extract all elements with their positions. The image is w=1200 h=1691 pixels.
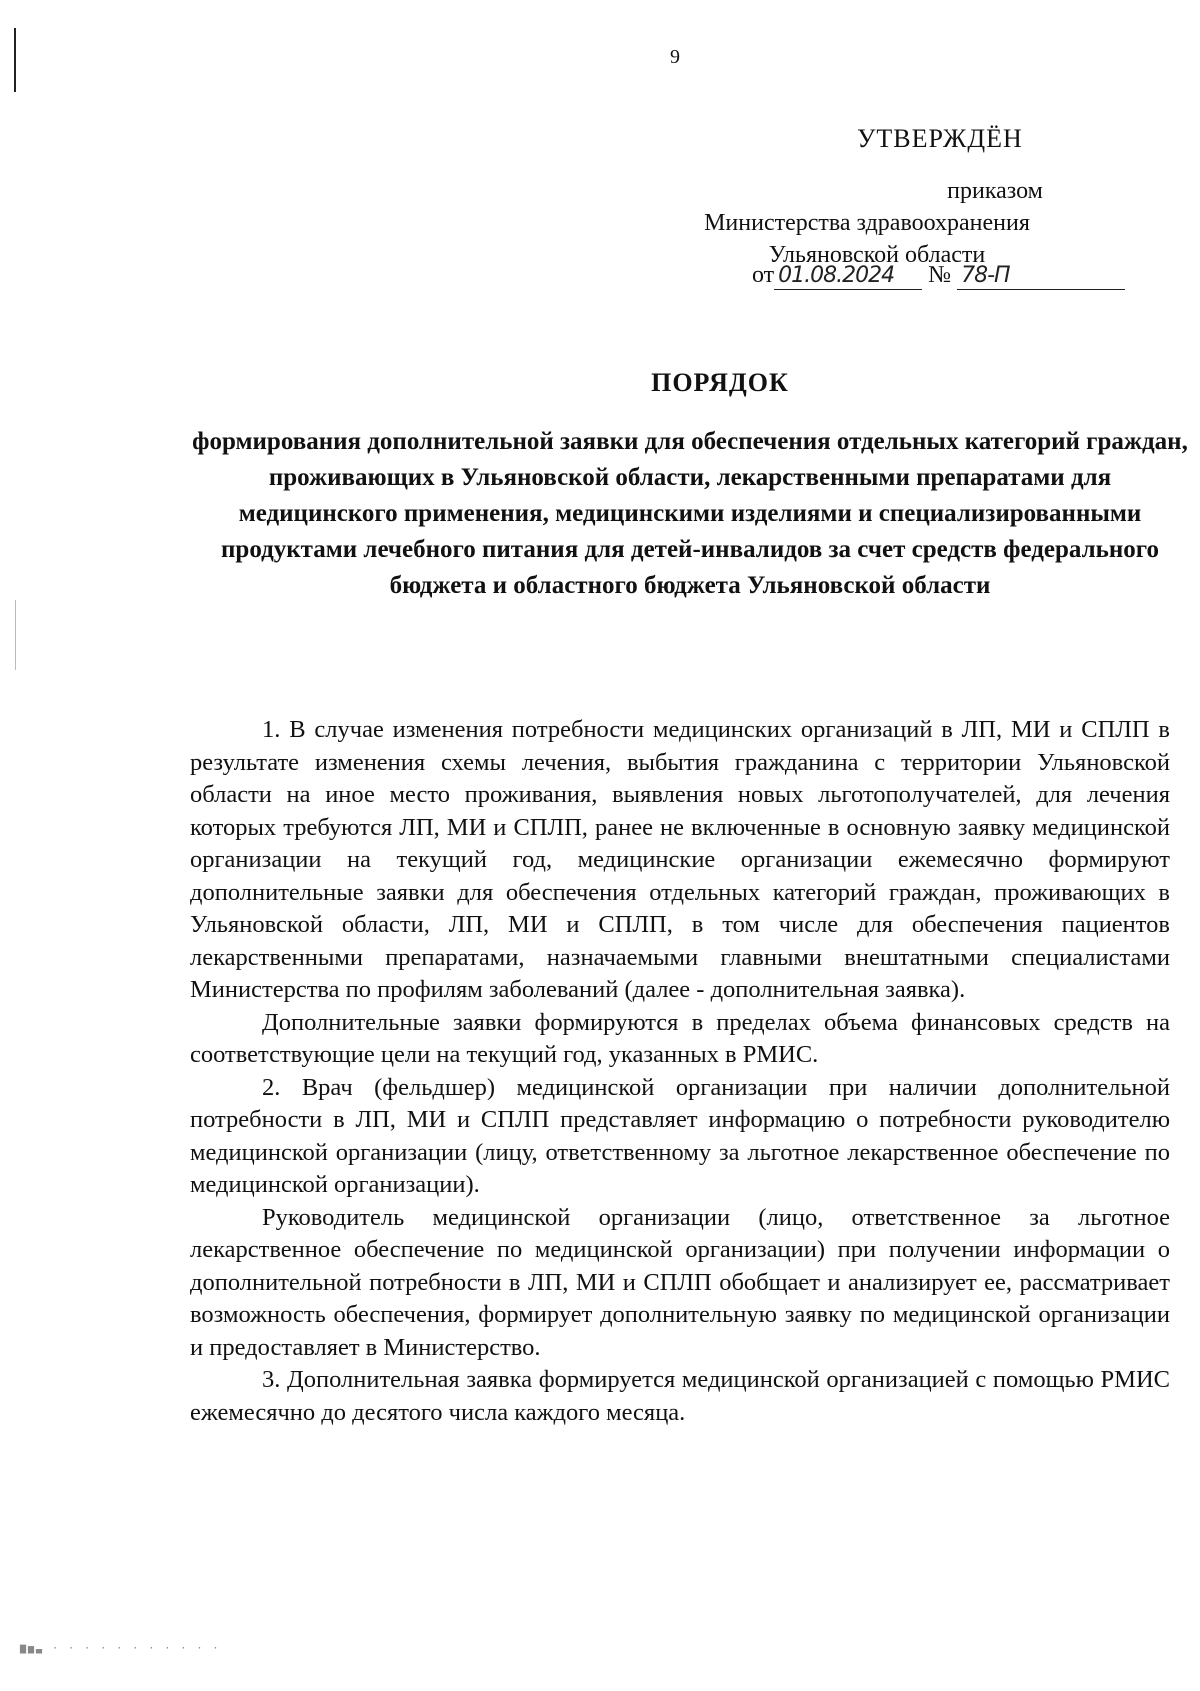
handwritten-number: 78-П xyxy=(957,263,1125,290)
approval-line-region: Ульяновской области xyxy=(768,242,986,268)
from-label: от xyxy=(752,262,775,288)
paragraph: 2. Врач (фельдшер) медицинской организации при наличии дополнительной потребности в ЛП, МИ и СПЛП представляет информацию о потребности руководителю медицинской организации (лицу, ответственному за льготное лекарственное обеспечение по медицинской организации). xyxy=(190,1073,1170,1198)
scan-noise: ▆▅▃ · · · · · · · · · · · xyxy=(20,1643,221,1654)
document-subtitle: формирования дополнительной заявки для обеспечения отдельных категорий граждан, проживающих в Ульяновской области, лекарственными препаратами для медицинского применения, медицинскими изделиями и специализированными продуктами лечебного питания для детей-инвалидов за счет средств федерального бюджета и областного бюджета Ульяновской области xyxy=(192,428,1188,599)
paragraph: Руководитель медицинской организации (лицо, ответственное за льготное лекарственное обеспечение по медицинской организации) при получении информации о дополнительной потребности в ЛП, МИ и СПЛП обобщает и анализирует ее, рассматривает возможность обеспечения, формирует дополнительную заявку по медицинской организации и предоставляет в Министерство. xyxy=(190,1203,1170,1361)
approval-title: УТВЕРЖДЁН xyxy=(857,124,1023,153)
paragraph: 1. В случае изменения потребности медицинских организаций в ЛП, МИ и СПЛП в результате изменения схемы лечения, выбытия гражданина с территории Ульяновской области на иное место проживания, выявления новых льготополучателей, для лечения которых требуются ЛП, МИ и СПЛП, ранее не включенные в основную заявку медицинской организации на текущий год, медицинские организации ежемесячно формируют дополнительные заявки для обеспечения отдельных категорий граждан, проживающих в Ульяновской области, ЛП, МИ и СПЛП, в том числе для обеспечения пациентов лекарственными препаратами, назначаемыми главными внештатными специалистами Министерства по профилям заболеваний (далее - дополнительная заявка). xyxy=(190,716,1170,1003)
page-number: 9 xyxy=(670,46,680,68)
approval-line-ministry: Министерства здравоохранения xyxy=(704,210,1030,236)
paragraph: Дополнительные заявки формируются в пределах объема финансовых средств на соответствующие цели на текущий год, указанных в РМИС. xyxy=(190,1008,1170,1068)
number-label: № xyxy=(928,262,952,288)
paragraph: 3. Дополнительная заявка формируется медицинской организацией с помощью РМИС ежемесячно до десятого числа каждого месяца. xyxy=(190,1366,1170,1426)
document-body xyxy=(190,714,1170,1429)
scan-edge-mark xyxy=(15,600,16,670)
approval-line-order: приказом xyxy=(947,178,1043,204)
document-title: ПОРЯДОК xyxy=(651,368,789,397)
order-reference xyxy=(752,262,1125,290)
handwritten-date: 01.08.2024 xyxy=(774,263,922,290)
